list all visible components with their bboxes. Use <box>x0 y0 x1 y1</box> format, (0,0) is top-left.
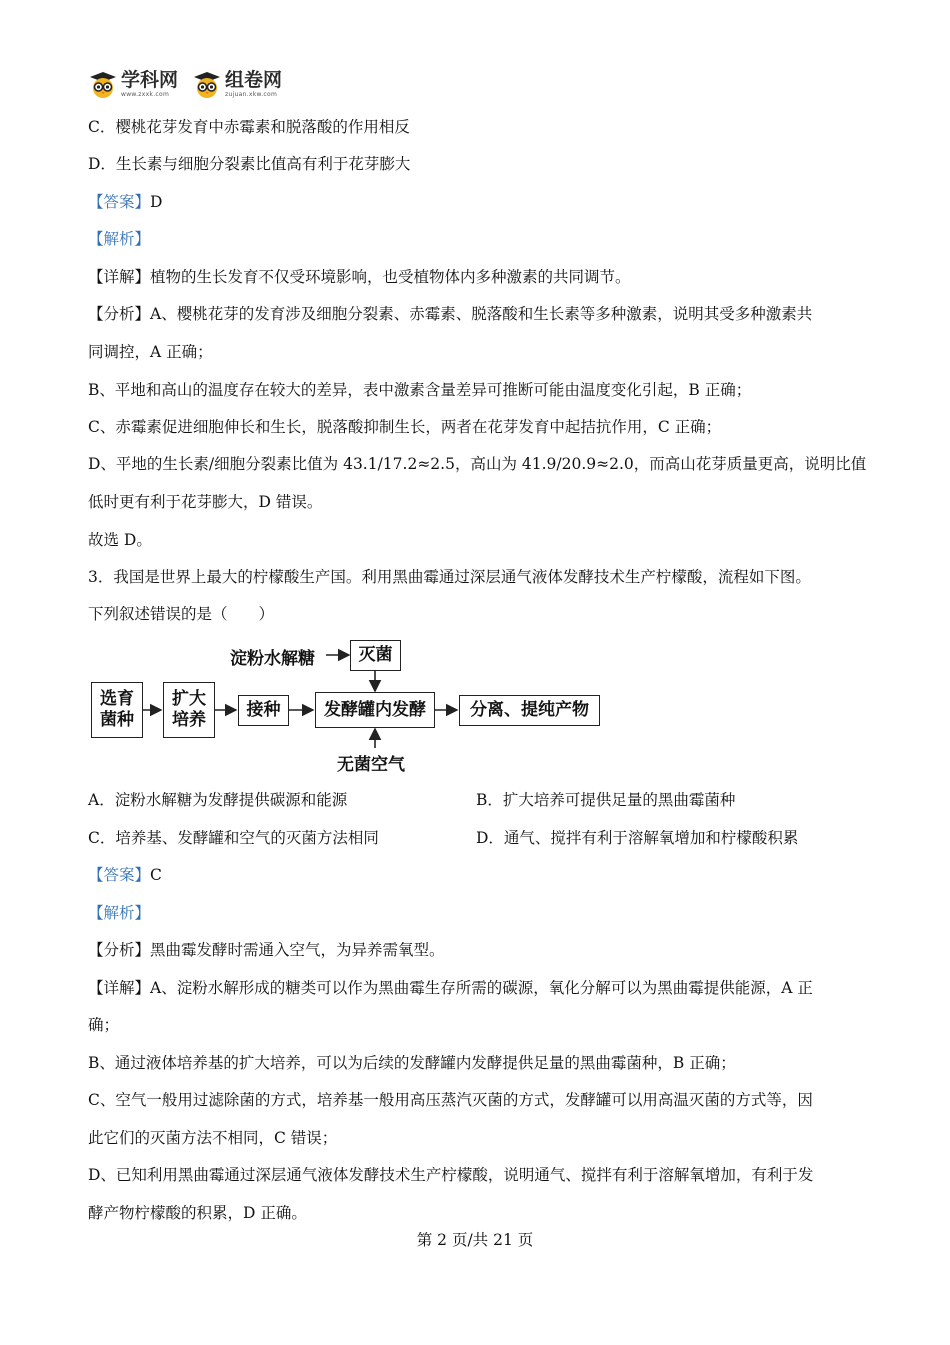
q3-fenxi: 黑曲霉发酵时需通入空气，为异养需氧型。 <box>150 941 445 959</box>
q3-option-b: B．扩大培养可提供足量的黑曲霉菌种 <box>476 791 736 809</box>
q3-detail-d-line2: 酵产物柠檬酸的积累，D 正确。 <box>88 1204 307 1222</box>
q3-detail-a-line2: 确； <box>88 1016 120 1034</box>
logo-xuekewang-name: 学科网 <box>121 68 179 91</box>
q2-option-c: C．樱桃花芽发育中赤霉素和脱落酸的作用相反 <box>88 118 410 136</box>
q3-answer-line <box>88 865 162 885</box>
q3-detail-c-line1: C、空气一般用过滤除菌的方式，培养基一般用高压蒸汽灭菌的方式，发酵罐可以用高温灭菌的方式等，因 <box>88 1091 813 1109</box>
q3-fenxi-line <box>88 940 445 960</box>
box-expand-culture-line2: 培养 <box>172 710 206 730</box>
box-expand-culture-line1: 扩大 <box>172 689 206 709</box>
logo-zujuanwang-url: zujuan.xkw.com <box>225 90 278 98</box>
fenxi-tag: 【分析】 <box>88 941 151 959</box>
answer-tag: 【答案】 <box>88 866 151 884</box>
q3-detail-a-1: A、淀粉水解形成的糖类可以作为黑曲霉生存所需的碳源，氧化分解可以为黑曲霉提供能源，A 正 <box>150 979 813 997</box>
q2-fenxi-a-line1 <box>88 304 812 324</box>
logo-xuekewang[interactable] <box>88 69 178 99</box>
fenxi-tag: 【分析】 <box>88 305 151 323</box>
analysis-tag: 【解析】 <box>88 904 151 922</box>
q2-answer: D <box>150 193 163 211</box>
q3-answer: C <box>150 866 162 884</box>
logo-zujuanwang-name: 组卷网 <box>225 68 283 91</box>
q2-fenxi-d-line2: 低时更有利于花芽膨大，D 错误。 <box>88 493 323 511</box>
detail-tag: 【详解】 <box>88 268 151 286</box>
q2-conclusion: 故选 D。 <box>88 531 152 549</box>
logo-xuekewang-url: www.zxxk.com <box>121 90 170 98</box>
box-select-strain-line2: 菌种 <box>100 710 134 730</box>
q2-fenxi-a-1: A、樱桃花芽的发育涉及细胞分裂素、赤霉素、脱落酸和生长素等多种激素，说明其受多种激素共 <box>150 305 813 323</box>
q2-fenxi-d-line1: D、平地的生长素/细胞分裂素比值为 43.1/17.2≈2.5，高山为 41.9/20.9≈2.0，而高山花芽质量更高，说明比值 <box>88 455 867 473</box>
owl-logo-icon <box>88 69 118 99</box>
answer-tag: 【答案】 <box>88 193 151 211</box>
q2-option-d: D．生长素与细胞分裂素比值高有利于花芽膨大 <box>88 155 411 173</box>
q2-detail-line <box>88 267 631 287</box>
header-logos <box>88 66 296 102</box>
q3-option-d: D．通气、搅拌有利于溶解氧增加和柠檬酸积累 <box>476 829 799 847</box>
owl-logo-icon <box>192 69 222 99</box>
flow-diagram <box>88 636 608 776</box>
q3-option-c: C．培养基、发酵罐和空气的灭菌方法相同 <box>88 829 379 847</box>
box-ferment: 发酵罐内发酵 <box>315 692 435 728</box>
q3-detail-a-line1 <box>88 978 813 998</box>
box-sterilize: 灭菌 <box>350 640 401 671</box>
q3-option-a: A．淀粉水解糖为发酵提供碳源和能源 <box>88 791 348 809</box>
q3-detail-b: B、通过液体培养基的扩大培养，可以为后续的发酵罐内发酵提供足量的黑曲霉菌种，B 正确； <box>88 1054 736 1072</box>
q2-fenxi-a-line2: 同调控，A 正确； <box>88 343 213 361</box>
q3-analysis-line <box>88 903 150 923</box>
q2-fenxi-b: B、平地和高山的温度存在较大的差异，表中激素含量差异可推断可能由温度变化引起，B 正确； <box>88 381 752 399</box>
q2-detail: 植物的生长发育不仅受环境影响，也受植物体内多种激素的共同调节。 <box>150 268 631 286</box>
box-separate-purify: 分离、提纯产物 <box>459 695 600 726</box>
q2-fenxi-c: C、赤霉素促进细胞伸长和生长，脱落酸抑制生长，两者在花芽发育中起拮抗作用，C 正确； <box>88 418 722 436</box>
page-number: 第 2 页/共 21 页 <box>416 1231 534 1249</box>
label-starch-sugar: 淀粉水解糖 <box>230 649 315 669</box>
q3-detail-d-line1: D、已知利用黑曲霉通过深层通气液体发酵技术生产柠檬酸，说明通气、搅拌有利于溶解氧增加，有利于发 <box>88 1166 814 1184</box>
q3-detail-c-line2: 此它们的灭菌方法不相同，C 错误； <box>88 1129 338 1147</box>
box-inoculate: 接种 <box>238 695 289 726</box>
analysis-tag: 【解析】 <box>88 230 151 248</box>
box-select-strain <box>91 682 143 738</box>
q3-stem-line1: 3．我国是世界上最大的柠檬酸生产国。利用黑曲霉通过深层通气液体发酵技术生产柠檬酸，流程如下图。 <box>88 568 811 586</box>
q2-answer-line <box>88 192 162 212</box>
label-sterile-air: 无菌空气 <box>337 755 405 775</box>
q3-stem-line2: 下列叙述错误的是（ ） <box>88 605 275 623</box>
q2-analysis-line <box>88 229 150 249</box>
box-select-strain-line1: 选育 <box>100 689 134 709</box>
detail-tag: 【详解】 <box>88 979 151 997</box>
logo-zujuanwang[interactable] <box>192 69 282 99</box>
box-expand-culture <box>163 682 215 738</box>
